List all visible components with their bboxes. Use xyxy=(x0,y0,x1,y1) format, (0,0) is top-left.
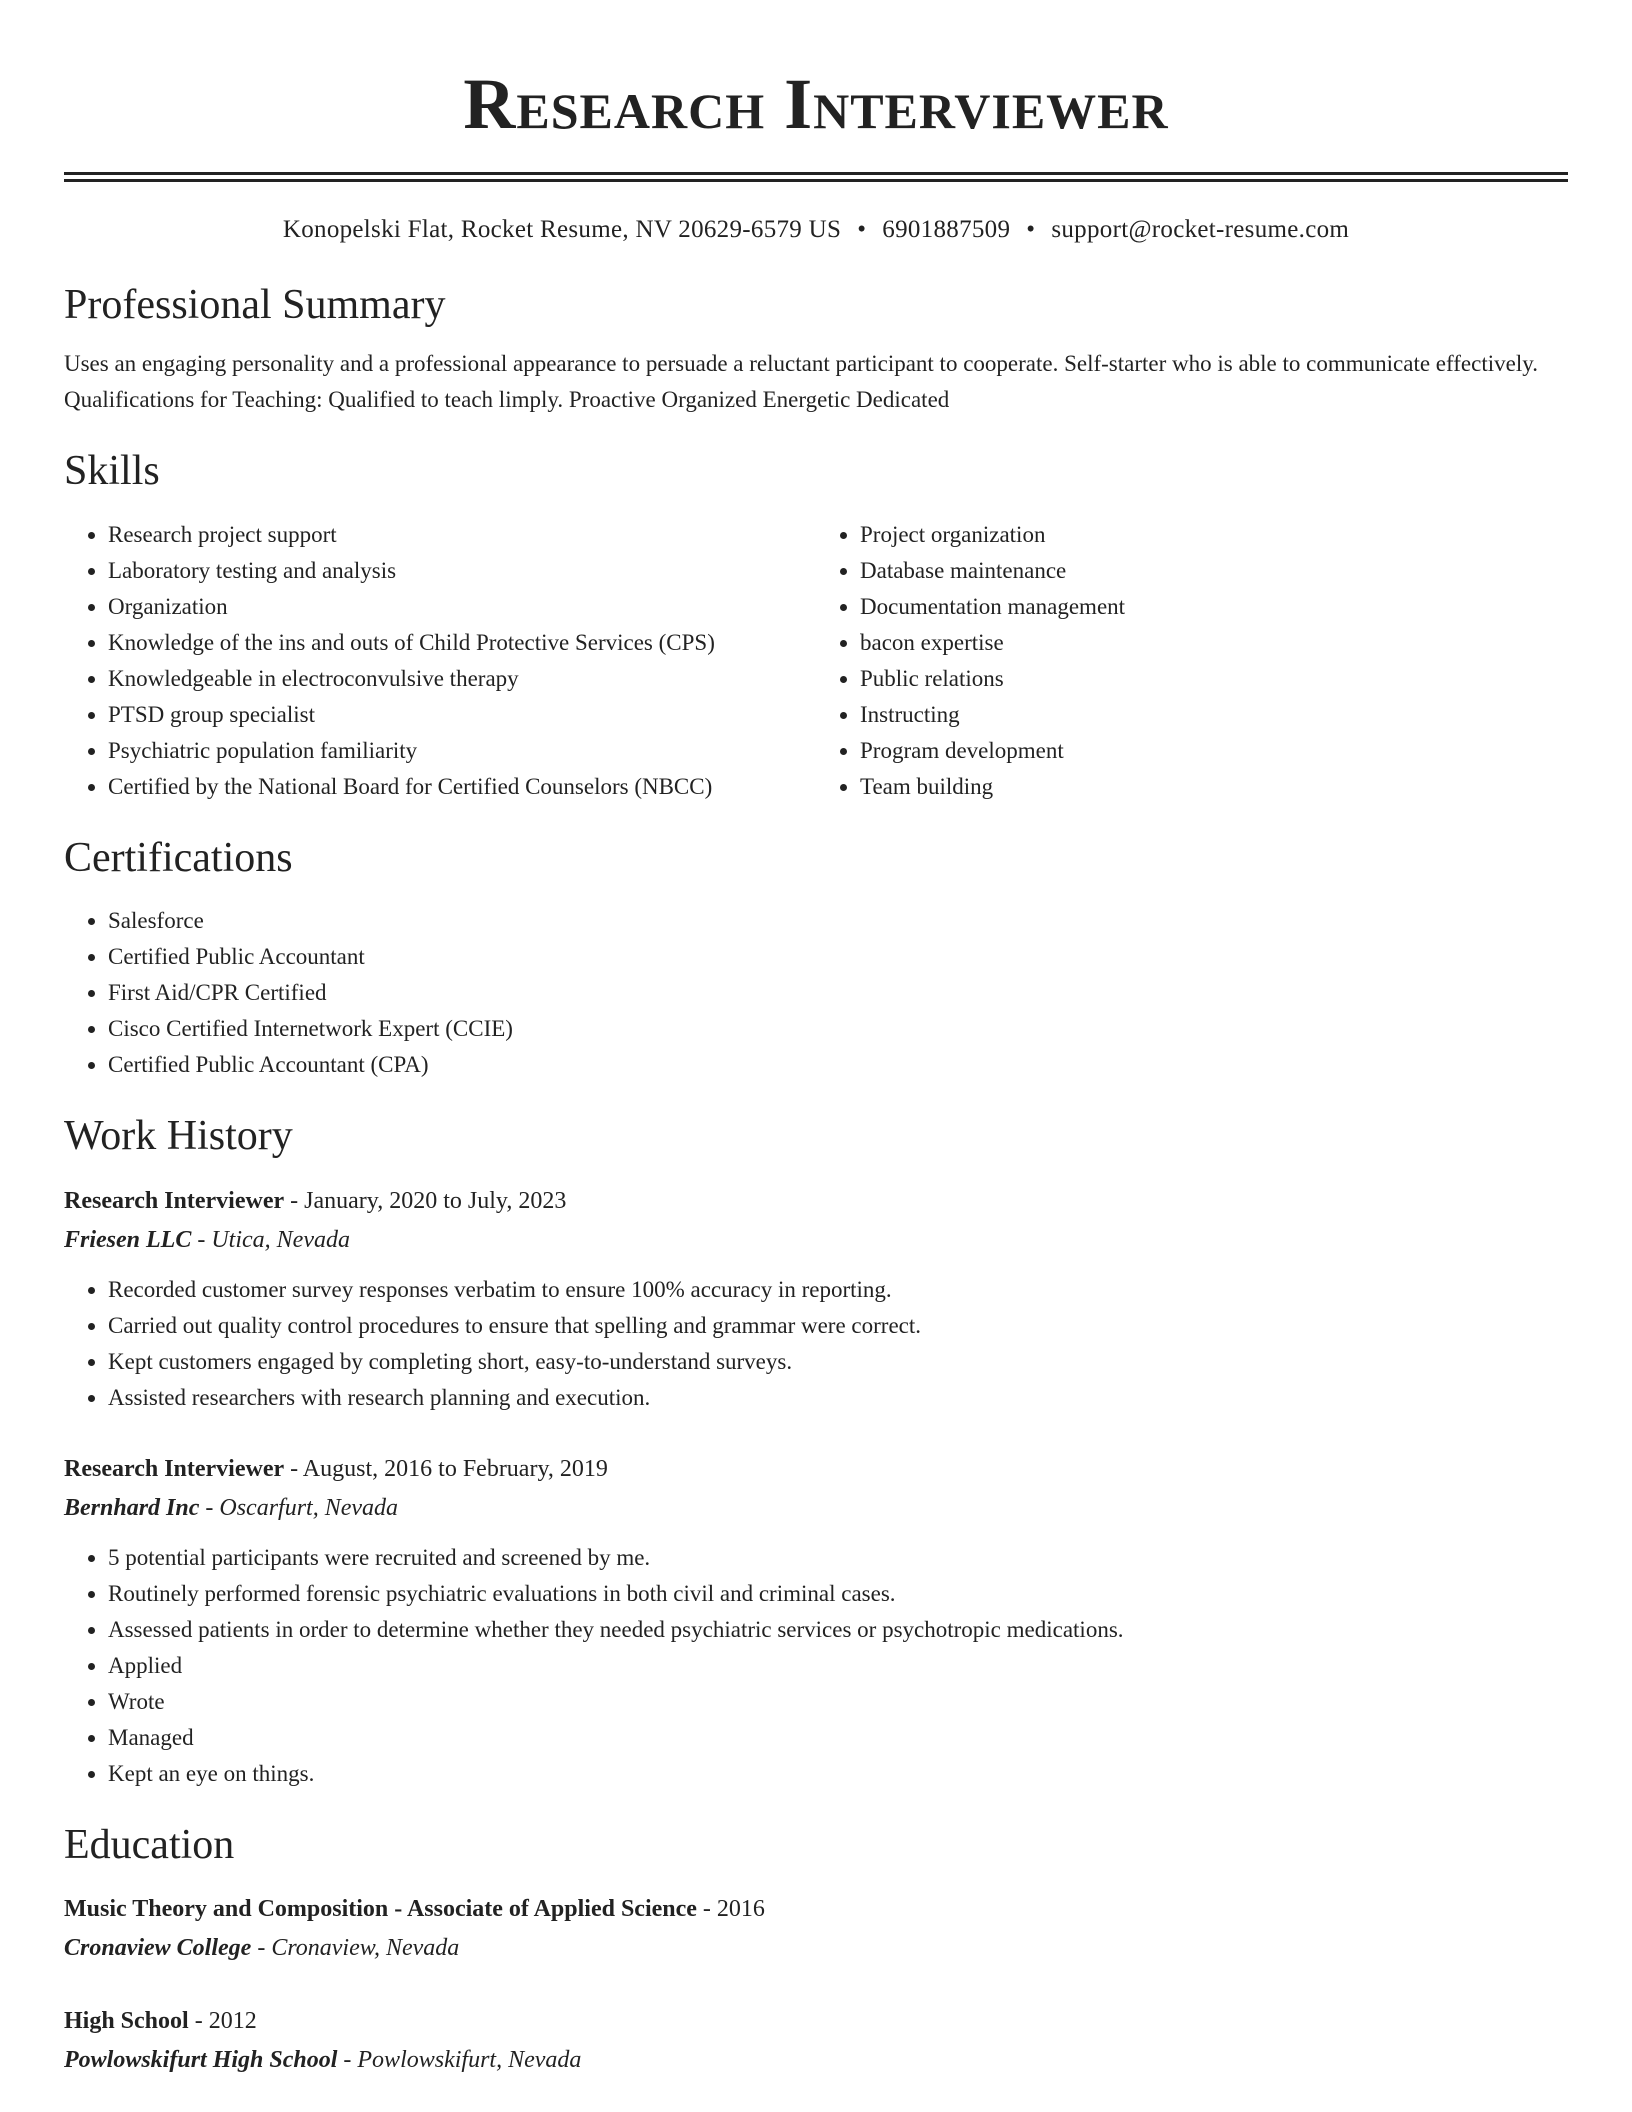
job-bullet: • Managed xyxy=(108,1720,1568,1756)
skill-item: • Laboratory testing and analysis xyxy=(108,553,816,589)
summary-heading: Professional Summary xyxy=(64,282,446,328)
skill-item: • Organization xyxy=(108,589,816,625)
skills-list-left xyxy=(64,517,816,805)
school-name: Powlowskifurt High School xyxy=(64,2046,338,2073)
certification-item: • Certified Public Accountant xyxy=(108,939,1568,975)
degree-year: - 2012 xyxy=(194,2007,257,2034)
skill-item: • Knowledge of the ins and outs of Child Protective Services (CPS) xyxy=(108,625,816,661)
company-name: Friesen LLC xyxy=(64,1226,192,1253)
company-name: Bernhard Inc xyxy=(64,1494,200,1521)
job-bullet: • 5 potential participants were recruited and screened by me. xyxy=(108,1540,1568,1576)
certifications-list xyxy=(64,903,1568,1083)
skill-item: • Program development xyxy=(860,733,1568,769)
job-bullet: • Kept an eye on things. xyxy=(108,1756,1568,1792)
school-line xyxy=(64,2040,1568,2080)
education-entry xyxy=(64,1890,1568,1968)
job-title-line xyxy=(64,1450,1568,1488)
contact-separator: • xyxy=(1026,216,1036,243)
contact-line xyxy=(64,216,1568,244)
work-history-heading: Work History xyxy=(64,1113,293,1160)
education-entry xyxy=(64,2002,1568,2080)
education-section xyxy=(64,1820,1568,2080)
degree-name: High School xyxy=(64,2007,189,2034)
job-entry xyxy=(64,1450,1568,1792)
school-location: - Cronaview, Nevada xyxy=(257,1934,460,1961)
skill-item: • Database maintenance xyxy=(860,553,1568,589)
summary-text: Uses an engaging personality and a professional appearance to persuade a reluctant participant to cooperate. Self-starter who is able to communicate effectively. Qualifications for Teaching: Qualified to teach limply. Proactive Organized Energetic Dedicated xyxy=(64,351,1538,413)
company-line xyxy=(64,1220,1568,1260)
skills-list-right xyxy=(816,517,1568,805)
skill-item: • PTSD group specialist xyxy=(108,697,816,733)
skill-item: • Research project support xyxy=(108,517,816,553)
skills-grid xyxy=(64,517,1568,805)
skill-item: • bacon expertise xyxy=(860,625,1568,661)
skill-item: • Psychiatric population familiarity xyxy=(108,733,816,769)
job-title-line xyxy=(64,1182,1568,1220)
job-title: Research Interviewer xyxy=(64,1187,285,1214)
contact-separator: • xyxy=(857,216,867,243)
job-bullet: • Applied xyxy=(108,1648,1568,1684)
resume-name: Research Interviewer xyxy=(463,64,1169,144)
job-dates: - August, 2016 to February, 2019 xyxy=(290,1455,608,1482)
certification-item: • Salesforce xyxy=(108,903,1568,939)
job-bullets xyxy=(64,1540,1568,1792)
school-name: Cronaview College xyxy=(64,1934,252,1961)
work-history-section xyxy=(64,1111,1568,1791)
contact-address: Konopelski Flat, Rocket Resume, NV 20629-6579 US xyxy=(282,216,842,243)
skills-heading: Skills xyxy=(64,448,160,495)
skills-section xyxy=(64,446,1568,804)
job-bullets xyxy=(64,1272,1568,1416)
degree-name: Music Theory and Composition - Associate of Applied Science xyxy=(64,1895,697,1922)
school-line xyxy=(64,1928,1568,1968)
skill-item: • Team building xyxy=(860,769,1568,805)
job-entry xyxy=(64,1182,1568,1416)
education-heading: Education xyxy=(64,1821,235,1868)
school-location: - Powlowskifurt, Nevada xyxy=(343,2046,582,2073)
job-dates: - January, 2020 to July, 2023 xyxy=(290,1187,567,1214)
job-bullet: • Assessed patients in order to determine whether they needed psychiatric services or psychotropic medications. xyxy=(108,1612,1568,1648)
summary-section xyxy=(64,280,1568,418)
certifications-section xyxy=(64,833,1568,1083)
skill-item: • Public relations xyxy=(860,661,1568,697)
header-double-rule xyxy=(64,172,1568,182)
contact-email: support@rocket-resume.com xyxy=(1051,216,1350,243)
job-bullet: • Routinely performed forensic psychiatric evaluations in both civil and criminal cases. xyxy=(108,1576,1568,1612)
degree-line xyxy=(64,1890,1568,1928)
company-location: - Utica, Nevada xyxy=(197,1226,350,1253)
job-bullet: • Recorded customer survey responses verbatim to ensure 100% accuracy in reporting. xyxy=(108,1272,1568,1308)
certification-item: • Cisco Certified Internetwork Expert (CCIE) xyxy=(108,1011,1568,1047)
job-title: Research Interviewer xyxy=(64,1455,285,1482)
skill-item: • Documentation management xyxy=(860,589,1568,625)
job-bullet: • Assisted researchers with research planning and execution. xyxy=(108,1380,1568,1416)
degree-line xyxy=(64,2002,1568,2040)
skill-item: • Certified by the National Board for Certified Counselors (NBCC) xyxy=(108,769,816,805)
job-bullet: • Carried out quality control procedures to ensure that spelling and grammar were correct. xyxy=(108,1308,1568,1344)
skill-item: • Knowledgeable in electroconvulsive therapy xyxy=(108,661,816,697)
contact-phone: 6901887509 xyxy=(882,216,1011,243)
certification-item: • Certified Public Accountant (CPA) xyxy=(108,1047,1568,1083)
skill-item: • Instructing xyxy=(860,697,1568,733)
job-bullet: • Kept customers engaged by completing short, easy-to-understand surveys. xyxy=(108,1344,1568,1380)
certification-item: • First Aid/CPR Certified xyxy=(108,975,1568,1011)
degree-year: - 2016 xyxy=(702,1895,765,1922)
skill-item: • Project organization xyxy=(860,517,1568,553)
company-line xyxy=(64,1488,1568,1528)
company-location: - Oscarfurt, Nevada xyxy=(205,1494,399,1521)
certifications-heading: Certifications xyxy=(64,834,293,881)
job-bullet: • Wrote xyxy=(108,1684,1568,1720)
